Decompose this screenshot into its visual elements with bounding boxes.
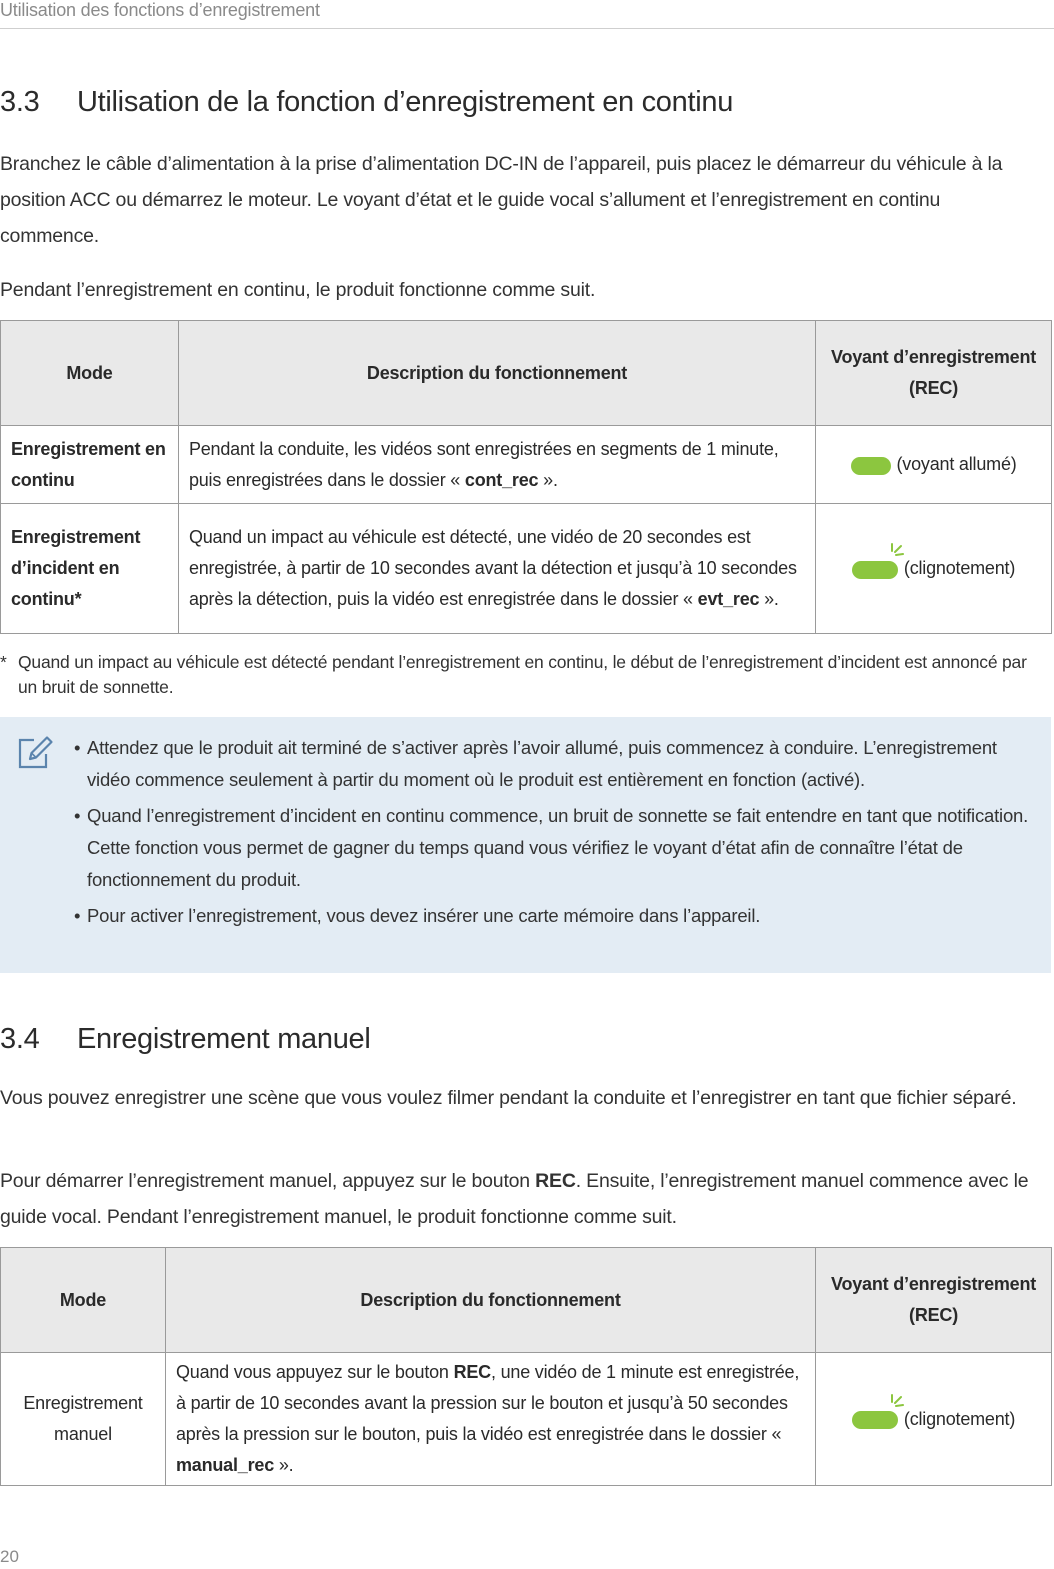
section-number: 3.4 — [0, 1023, 40, 1055]
folder-name: evt_rec — [697, 589, 760, 609]
section-3-4-lead: Pour démarrer l’enregistrement manuel, appuyez sur le bouton REC. Ensuite, l’enregistrement manuel commence avec le guide vocal. Pendant l’enregistrement manuel, le produit fonctionne comme suit. — [0, 1170, 1029, 1228]
column-header-description: Description du fonctionnement — [165, 1248, 815, 1353]
description-cell: Pendant la conduite, les vidéos sont enregistrées en segments de 1 minute, puis enregistrées dans le dossier « cont_rec ». — [178, 426, 815, 504]
note-box — [0, 717, 1051, 973]
section-3-3-lead: Pendant l’enregistrement en continu, le produit fonctionne comme suit. — [0, 279, 596, 301]
note-item: • Attendez que le produit ait terminé de s’activer après l’avoir allumé, puis commencez à conduire. L’enregistrement vidéo commence seulement à partir du moment où le produit est entièrement en fonction (activé). — [74, 732, 1034, 796]
page-number: 20 — [0, 1547, 19, 1566]
column-header-mode: Mode — [1, 321, 179, 426]
section-3-4-heading — [0, 1023, 371, 1056]
mode-cell: Enregistrement manuel — [1, 1353, 166, 1486]
table-row — [1, 504, 1052, 634]
table-header-row — [1, 321, 1052, 426]
section-number: 3.3 — [0, 86, 40, 118]
column-header-rec-led: Voyant d’enregistrement (REC) — [816, 1248, 1052, 1353]
note-item: • Pour activer l’enregistrement, vous devez insérer une carte mémoire dans l’appareil. — [74, 900, 1034, 932]
footnote-text: Quand un impact au véhicule est détecté pendant l’enregistrement en continu, le début de l’enregistrement d’incident est annoncé par un bruit de sonnette. — [18, 652, 1027, 697]
note-pencil-icon — [16, 734, 54, 777]
led-on-icon — [851, 449, 891, 480]
led-blinking-icon — [852, 553, 898, 584]
note-item: • Quand l’enregistrement d’incident en continu commence, un bruit de sonnette se fait entendre en tant que notification. Cette fonction vous permet de gagner du temps quand vous vérifiez le voyant d’état afin de connaître l’état de fonctionnement du produit. — [74, 800, 1034, 896]
rec-led-cell — [816, 426, 1052, 504]
footnote-mark: * — [0, 652, 7, 672]
table-row — [1, 426, 1052, 504]
folder-name: cont_rec — [464, 469, 539, 490]
led-state-label: (clignotement) — [903, 558, 1016, 579]
table-row — [1, 1353, 1052, 1486]
continuous-recording-table — [0, 320, 1052, 634]
running-title: Utilisation des fonctions d’enregistrement — [0, 0, 320, 20]
description-cell: Quand un impact au véhicule est détecté, une vidéo de 20 secondes est enregistrée, à partir de 10 secondes avant la détection et jusqu’à 10 secondes après la détection, puis la vidéo est enregistrée dans le dossier « evt_rec ». — [178, 504, 815, 634]
section-3-3-intro: Branchez le câble d’alimentation à la prise d’alimentation DC-IN de l’appareil, puis placez le démarreur du véhicule à la position ACC ou démarrez le moteur. Le voyant d’état et le guide vocal s’allument et l’enregistrement en continu commence. — [0, 153, 1003, 247]
footnote — [0, 650, 1040, 700]
column-header-rec-led: Voyant d’enregistrement (REC) — [816, 321, 1052, 426]
section-3-3-heading — [0, 86, 733, 119]
led-state-label: (voyant allumé) — [896, 454, 1017, 475]
section-title: Utilisation de la fonction d’enregistrement en continu — [77, 86, 734, 118]
mode-cell: Enregistrement d’incident en continu* — [1, 504, 179, 634]
rec-led-cell — [816, 1353, 1052, 1486]
rec-button-label: REC — [535, 1170, 576, 1192]
rec-led-cell — [816, 504, 1052, 634]
mode-cell: Enregistrement en continu — [1, 426, 179, 504]
section-3-4-intro: Vous pouvez enregistrer une scène que vous voulez filmer pendant la conduite et l’enregistrer en tant que fichier séparé. — [0, 1087, 1017, 1109]
folder-name: manual_rec — [175, 1455, 275, 1475]
led-state-label: (clignotement) — [903, 1408, 1016, 1429]
note-list — [74, 732, 1034, 936]
column-header-mode: Mode — [1, 1248, 166, 1353]
column-header-description: Description du fonctionnement — [178, 321, 815, 426]
manual-recording-table — [0, 1247, 1052, 1486]
rec-button-label: REC — [453, 1362, 491, 1382]
description-cell: Quand vous appuyez sur le bouton REC, une vidéo de 1 minute est enregistrée, à partir de 10 secondes avant la pression sur le bouton et jusqu’à 50 secondes après la pression sur le bouton, puis la vidéo est enregistrée dans le dossier « manual_rec ». — [165, 1353, 815, 1486]
running-header — [0, 0, 1054, 29]
led-blinking-icon — [852, 1404, 898, 1435]
section-title: Enregistrement manuel — [77, 1023, 371, 1055]
table-header-row — [1, 1248, 1052, 1353]
